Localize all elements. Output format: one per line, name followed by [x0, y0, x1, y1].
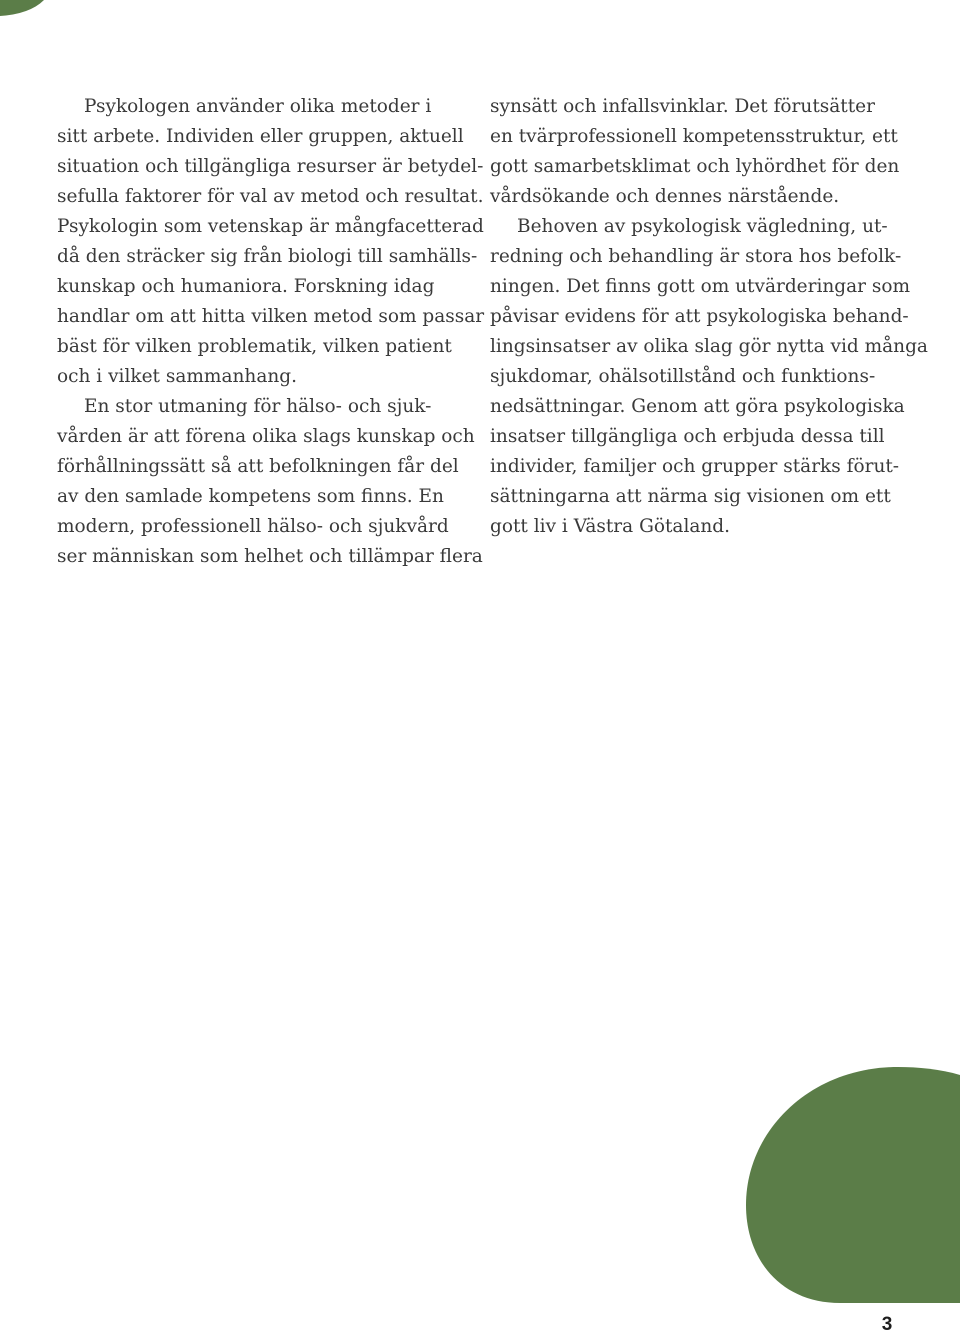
text-line: ningen. Det finns gott om utvärderingar som [490, 276, 911, 297]
text-line: sättningarna att närma sig visionen om ett [490, 486, 891, 507]
text-line: påvisar evidens för att psykologiska behand- [490, 306, 909, 327]
text-column-left [57, 92, 485, 572]
text-line: då den sträcker sig från biologi till samhälls- [57, 246, 478, 267]
text-line: En stor utmaning för hälso- och sjuk- [84, 396, 432, 417]
text-line: handlar om att hitta vilken metod som passar [57, 306, 485, 327]
text-line: ser människan som helhet och tillämpar flera [57, 546, 483, 567]
text-line: Psykologin som vetenskap är mångfacetterad [57, 216, 484, 237]
text-line: insatser tillgängliga och erbjuda dessa till [490, 426, 885, 447]
text-line: Psykologen använder olika metoder i [84, 96, 432, 117]
text-line: sefulla faktorer för val av metod och resultat. [57, 186, 484, 207]
text-line: sitt arbete. Individen eller gruppen, aktuell [57, 126, 464, 147]
text-line: situation och tillgängliga resurser är betydel- [57, 156, 484, 177]
text-line: förhållningssätt så att befolkningen får del [57, 456, 459, 477]
page-number: 3 [881, 1314, 893, 1335]
leaf-decoration [740, 1065, 960, 1310]
text-line: Behoven av psykologisk vägledning, ut- [517, 216, 888, 237]
text-line: en tvärprofessionell kompetensstruktur, ett [490, 126, 898, 147]
text-line: gott samarbetsklimat och lyhördhet för den [490, 156, 900, 177]
text-line: sjukdomar, ohälsotillstånd och funktions- [490, 366, 876, 387]
text-line: nedsättningar. Genom att göra psykologiska [490, 396, 905, 417]
text-line: av den samlade kompetens som finns. En [57, 486, 444, 507]
text-line: vårdsökande och dennes närstående. [490, 186, 840, 207]
text-line: bäst för vilken problematik, vilken patient [57, 336, 452, 357]
text-line: kunskap och humaniora. Forskning idag [57, 276, 435, 297]
text-line: redning och behandling är stora hos befolk- [490, 246, 902, 267]
text-line: vården är att förena olika slags kunskap och [57, 426, 475, 447]
text-line: modern, professionell hälso- och sjukvård [57, 516, 449, 537]
text-line: och i vilket sammanhang. [57, 366, 297, 387]
text-line: individer, familjer och grupper stärks förut- [490, 456, 900, 477]
text-column-right [490, 92, 928, 542]
text-line: lingsinsatser av olika slag gör nytta vid många [490, 336, 928, 357]
text-line: synsätt och infallsvinklar. Det förutsätter [490, 96, 875, 117]
corner-decoration [0, 0, 60, 20]
text-line: gott liv i Västra Götaland. [490, 516, 731, 537]
